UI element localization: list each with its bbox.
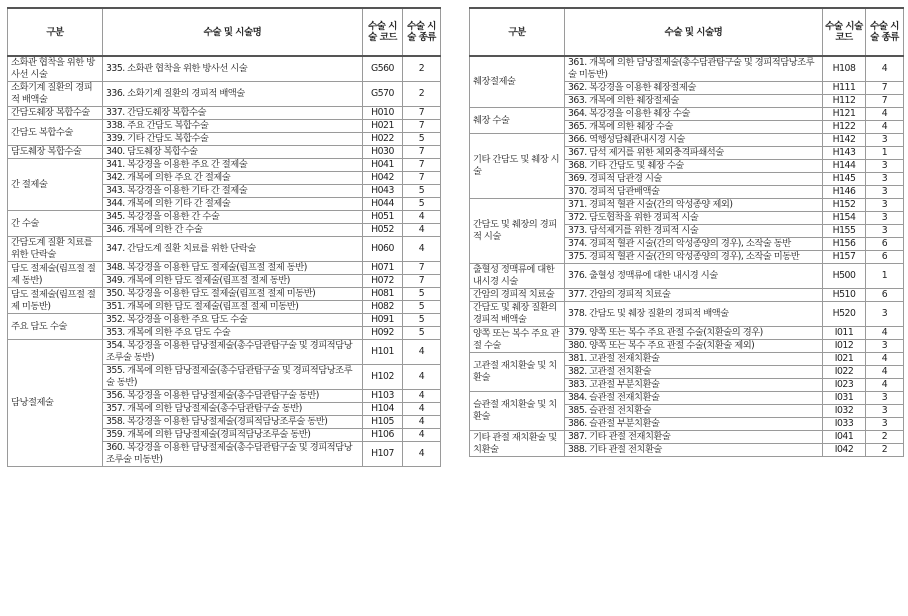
count-cell: 4 [403,429,441,442]
category-cell: 고관절 재치환술 및 치환술 [470,353,565,392]
count-cell: 6 [866,251,904,264]
count-cell: 3 [866,392,904,405]
name-cell: 349. 개복에 의한 담도 절제술(림프절 절제 동반) [103,275,363,288]
code-cell: H091 [363,314,403,327]
count-cell: 5 [403,185,441,198]
code-cell: H081 [363,288,403,301]
code-cell: I032 [823,405,866,418]
name-cell: 342. 개복에 의한 주요 간 절제술 [103,172,363,185]
code-cell: H092 [363,327,403,340]
category-cell: 기타 간담도 및 췌장 시술 [470,134,565,199]
name-cell: 369. 경피적 담관경 시술 [565,173,823,186]
code-cell: H156 [823,238,866,251]
count-cell: 3 [866,160,904,173]
category-cell: 기타 관절 재치환술 및 치환술 [470,431,565,457]
category-cell: 간담도 및 췌장의 경피적 시술 [470,199,565,264]
header-code: 수술 시술 코드 [363,8,403,56]
name-cell: 388. 기타 관절 전치환술 [565,444,823,457]
count-cell: 4 [866,327,904,340]
category-cell: 간담도 및 췌장 질환의 경피적 배액술 [470,302,565,327]
category-cell: 췌장 수술 [470,108,565,134]
count-cell: 4 [403,416,441,429]
header-row [8,8,441,56]
code-cell: H111 [823,82,866,95]
count-cell: 5 [403,198,441,211]
code-cell: I031 [823,392,866,405]
table-row [8,56,441,82]
code-cell: H500 [823,264,866,289]
count-cell: 2 [866,444,904,457]
table-row [8,120,441,133]
category-cell: 간 수술 [8,211,103,237]
code-cell: H102 [363,365,403,390]
code-cell: H155 [823,225,866,238]
name-cell: 373. 담석제거를 위한 경피적 시술 [565,225,823,238]
code-cell: I023 [823,379,866,392]
code-cell: H043 [363,185,403,198]
table-row [8,211,441,224]
category-cell: 간담도췌장 복합수술 [8,107,103,120]
name-cell: 341. 복강경을 이용한 주요 간 절제술 [103,159,363,172]
count-cell: 4 [403,365,441,390]
code-cell: H122 [823,121,866,134]
count-cell: 4 [403,340,441,365]
count-cell: 4 [403,237,441,262]
table-row [8,314,441,327]
code-cell: H510 [823,289,866,302]
category-cell: 양쪽 또는 복수 주요 관절 수술 [470,327,565,353]
name-cell: 359. 개복에 의한 담낭절제술(경피적담낭조루술 동반) [103,429,363,442]
name-cell: 335. 소화관 협착을 위한 방사선 시술 [103,56,363,82]
count-cell: 5 [403,301,441,314]
header-name: 수술 및 시술명 [565,8,823,56]
count-cell: 7 [403,262,441,275]
table-row [470,302,904,327]
code-cell: H142 [823,134,866,147]
name-cell: 387. 기타 관절 전재치환술 [565,431,823,444]
name-cell: 337. 간담도췌장 복합수술 [103,107,363,120]
count-cell: 7 [403,159,441,172]
code-cell: H105 [363,416,403,429]
name-cell: 375. 경피적 혈관 시술(간의 악성종양의 경우), 소작술 미동반 [565,251,823,264]
name-cell: 384. 슬관절 전재치환술 [565,392,823,405]
code-cell: H042 [363,172,403,185]
name-cell: 378. 간담도 및 췌장 질환의 경피적 배액술 [565,302,823,327]
name-cell: 386. 슬관절 부분치환술 [565,418,823,431]
code-cell: I011 [823,327,866,340]
name-cell: 338. 주요 간담도 복합수술 [103,120,363,133]
count-cell: 5 [403,133,441,146]
count-cell: 4 [866,379,904,392]
count-cell: 4 [403,224,441,237]
name-cell: 368. 기타 간담도 및 췌장 수술 [565,160,823,173]
count-cell: 7 [403,275,441,288]
table-row [8,237,441,262]
name-cell: 365. 개복에 의한 췌장 수술 [565,121,823,134]
category-cell: 슬관절 재치환술 및 치환술 [470,392,565,431]
header-category: 구분 [470,8,565,56]
table-row [8,107,441,120]
count-cell: 3 [866,173,904,186]
count-cell: 2 [403,82,441,107]
code-cell: H051 [363,211,403,224]
code-cell: H101 [363,340,403,365]
header-count: 수술 시술 종류 [403,8,441,56]
code-cell: H044 [363,198,403,211]
table-row [470,392,904,405]
name-cell: 383. 고관절 부분치환술 [565,379,823,392]
code-cell: G560 [363,56,403,82]
count-cell: 1 [866,264,904,289]
count-cell: 7 [866,95,904,108]
category-cell: 간암의 경피적 치료술 [470,289,565,302]
count-cell: 5 [403,288,441,301]
name-cell: 376. 출혈성 정맥류에 대한 내시경 시술 [565,264,823,289]
table-row [8,288,441,301]
name-cell: 345. 복강경을 이용한 간 수술 [103,211,363,224]
count-cell: 5 [403,314,441,327]
table-row [470,108,904,121]
name-cell: 339. 기타 간담도 복합수술 [103,133,363,146]
procedure-table-left [7,7,441,467]
category-cell: 출혈성 정맥류에 대한 내시경 시술 [470,264,565,289]
code-cell: H152 [823,199,866,212]
code-cell: H072 [363,275,403,288]
code-cell: I021 [823,353,866,366]
table-row [470,56,904,82]
category-cell: 담도 절제술(림프절 절제 미동반) [8,288,103,314]
count-cell: 4 [403,211,441,224]
count-cell: 3 [866,418,904,431]
name-cell: 354. 복강경을 이용한 담낭절제술(총수담관탐구술 및 경피적담낭조루술 동반) [103,340,363,365]
header-category: 구분 [8,8,103,56]
count-cell: 6 [866,289,904,302]
code-cell: H107 [363,442,403,467]
procedure-table-right [469,7,904,457]
table-row [470,289,904,302]
count-cell: 4 [866,121,904,134]
count-cell: 4 [403,390,441,403]
name-cell: 379. 양쪽 또는 복수 주요 관절 수술(치환술의 경우) [565,327,823,340]
count-cell: 4 [866,366,904,379]
name-cell: 372. 담도협착을 위한 경피적 시술 [565,212,823,225]
name-cell: 364. 복강경을 이용한 췌장 수술 [565,108,823,121]
count-cell: 1 [866,147,904,160]
code-cell: H520 [823,302,866,327]
name-cell: 381. 고관절 전재치환술 [565,353,823,366]
code-cell: H104 [363,403,403,416]
count-cell: 3 [866,212,904,225]
name-cell: 346. 개복에 의한 간 수술 [103,224,363,237]
code-cell: H041 [363,159,403,172]
code-cell: H108 [823,56,866,82]
table-row [470,431,904,444]
count-cell: 7 [403,146,441,159]
count-cell: 3 [866,405,904,418]
name-cell: 343. 복강경을 이용한 기타 간 절제술 [103,185,363,198]
code-cell: H060 [363,237,403,262]
name-cell: 352. 복강경을 이용한 주요 담도 수술 [103,314,363,327]
count-cell: 4 [403,442,441,467]
table-body [470,56,904,457]
code-cell: I033 [823,418,866,431]
name-cell: 357. 개복에 의한 담낭절제술(총수담관탐구술 동반) [103,403,363,416]
count-cell: 2 [866,431,904,444]
count-cell: 7 [403,107,441,120]
name-cell: 363. 개복에 의한 췌장절제술 [565,95,823,108]
code-cell: H112 [823,95,866,108]
name-cell: 347. 간담도계 질환 치료를 위한 단락술 [103,237,363,262]
name-cell: 350. 복강경을 이용한 담도 절제술(림프절 절제 미동반) [103,288,363,301]
name-cell: 355. 개복에 의한 담낭절제술(총수담관탐구술 및 경피적담낭조루술 동반) [103,365,363,390]
table-row [470,199,904,212]
code-cell: H082 [363,301,403,314]
name-cell: 374. 경피적 혈관 시술(간의 악성종양의 경우), 소작술 동반 [565,238,823,251]
name-cell: 377. 간암의 경피적 치료술 [565,289,823,302]
category-cell: 소화기계 질환의 경피적 배액술 [8,82,103,107]
code-cell: G570 [363,82,403,107]
code-cell: I041 [823,431,866,444]
name-cell: 336. 소화기계 질환의 경피적 배액술 [103,82,363,107]
code-cell: H022 [363,133,403,146]
count-cell: 7 [403,172,441,185]
count-cell: 3 [866,302,904,327]
code-cell: I042 [823,444,866,457]
name-cell: 340. 담도췌장 복합수술 [103,146,363,159]
code-cell: H121 [823,108,866,121]
header-name: 수술 및 시술명 [103,8,363,56]
count-cell: 4 [403,403,441,416]
category-cell: 간담도 복합수술 [8,120,103,146]
count-cell: 4 [866,56,904,82]
code-cell: I022 [823,366,866,379]
name-cell: 367. 담석 제거를 위한 체외충격파쇄석술 [565,147,823,160]
name-cell: 351. 개복에 의한 담도 절제술(림프절 절제 미동반) [103,301,363,314]
code-cell: I012 [823,340,866,353]
name-cell: 362. 복강경을 이용한 췌장절제술 [565,82,823,95]
table-body [8,56,441,467]
table-row [8,82,441,107]
table-row [470,353,904,366]
category-cell: 췌장절제술 [470,56,565,108]
category-cell: 담도 절제술(림프절 절제 동반) [8,262,103,288]
code-cell: H030 [363,146,403,159]
count-cell: 7 [403,120,441,133]
count-cell: 3 [866,225,904,238]
code-cell: H143 [823,147,866,160]
header-count: 수술 시술 종류 [866,8,904,56]
name-cell: 361. 개복에 의한 담낭절제술(총수담관탐구술 및 경피적담낭조루술 미동반) [565,56,823,82]
code-cell: H106 [363,429,403,442]
code-cell: H154 [823,212,866,225]
count-cell: 4 [866,108,904,121]
name-cell: 356. 복강경을 이용한 담낭절제술(총수담관탐구술 동반) [103,390,363,403]
count-cell: 3 [866,134,904,147]
table-row [470,134,904,147]
code-cell: H157 [823,251,866,264]
name-cell: 382. 고관절 전치환술 [565,366,823,379]
table-row [8,262,441,275]
table-row [8,159,441,172]
category-cell: 담도췌장 복합수술 [8,146,103,159]
name-cell: 371. 경피적 혈관 시술(간의 악성종양 제외) [565,199,823,212]
code-cell: H071 [363,262,403,275]
count-cell: 5 [403,327,441,340]
count-cell: 7 [866,82,904,95]
count-cell: 2 [403,56,441,82]
code-cell: H144 [823,160,866,173]
name-cell: 380. 양쪽 또는 복수 주요 관절 수술(치환술 제외) [565,340,823,353]
category-cell: 간담도계 질환 치료를 위한 단락술 [8,237,103,262]
name-cell: 344. 개복에 의한 기타 간 절제술 [103,198,363,211]
table-row [8,146,441,159]
count-cell: 3 [866,199,904,212]
name-cell: 370. 경피적 담관배액술 [565,186,823,199]
table-row [470,327,904,340]
name-cell: 385. 슬관절 전치환술 [565,405,823,418]
count-cell: 6 [866,238,904,251]
table-row [470,264,904,289]
count-cell: 3 [866,186,904,199]
category-cell: 소화관 협착을 위한 방사선 시술 [8,56,103,82]
category-cell: 주요 담도 수술 [8,314,103,340]
name-cell: 348. 복강경을 이용한 담도 절제술(림프절 절제 동반) [103,262,363,275]
name-cell: 366. 역행성담췌관내시경 시술 [565,134,823,147]
name-cell: 360. 복강경을 이용한 담낭절제술(총수담관탐구술 및 경피적담낭조루술 미동반) [103,442,363,467]
code-cell: H146 [823,186,866,199]
code-cell: H103 [363,390,403,403]
code-cell: H021 [363,120,403,133]
code-cell: H010 [363,107,403,120]
count-cell: 4 [866,353,904,366]
code-cell: H145 [823,173,866,186]
name-cell: 353. 개복에 의한 주요 담도 수술 [103,327,363,340]
code-cell: H052 [363,224,403,237]
category-cell: 담낭절제술 [8,340,103,467]
category-cell: 간 절제술 [8,159,103,211]
count-cell: 3 [866,340,904,353]
header-code: 수술 시술 코드 [823,8,866,56]
name-cell: 358. 복강경을 이용한 담낭절제술(경피적담낭조루술 동반) [103,416,363,429]
header-row [470,8,904,56]
table-row [8,340,441,365]
